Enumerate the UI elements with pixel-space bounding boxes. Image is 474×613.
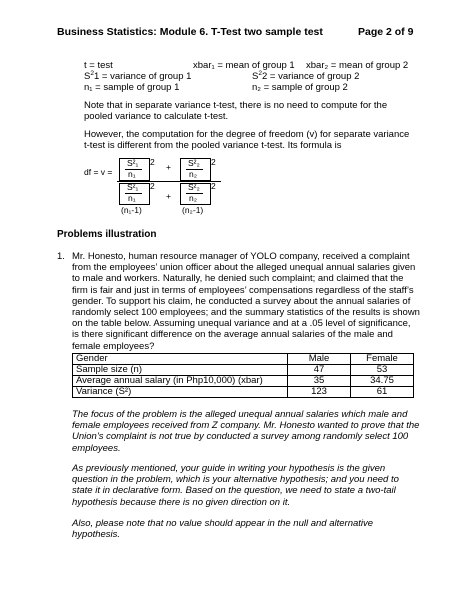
def-s1: $S^21$ = variance of group 1 [84,69,192,82]
note-no-value: Also, please note that no value should appear in the null and alternative hypothesis. [72,518,374,541]
formula-exponent: 2 [150,157,155,167]
table-row [73,365,414,376]
table-header-cell: Male [288,354,351,365]
formula-n2: n₂ [189,193,198,203]
formula-den2: (n₂-1) [182,205,204,215]
formula-lhs: df = v = [84,167,113,177]
table-cell: Variance (S²) [73,387,288,398]
table-cell: 123 [288,387,351,398]
def-xbar2: xbar₂ = mean of group 2 [306,60,409,71]
table-cell: 53 [351,365,414,376]
formula-n2: n₂ [189,169,198,179]
table-cell: Sample size (n) [73,365,288,376]
formula-s21: S²₁ [127,158,139,168]
note-separate-variance: Note that in separate variance t-test, there is no need to compute for the pooled variance to calculate t-test. [84,100,388,123]
note-degree-of-freedom: However, the computation for the degree of freedom (v) for separate variance t-test is different from the pooled variance t-test. Its formula is [84,129,410,152]
problem-number: 1. [57,251,65,262]
table-header-cell: Female [351,354,414,365]
document-header-title: Business Statistics: Module 6. T-Test two sample test [57,26,323,38]
formula-exponent: 2 [150,181,155,191]
table-header-row [73,354,414,365]
note-hypothesis-guide: As previously mentioned, your guide in writing your hypothesis is the given question in the problem, which is your alternative hypothesis; and you need to state it in declarative form. Based on the question, we need to state a two-tail hypothesis because there is no given direction on it. [72,463,399,508]
formula-plus: + [166,191,171,201]
table-cell: 35 [288,376,351,387]
table-row [73,387,414,398]
problem-text: Mr. Honesto, human resource manager of YOLO company, received a complaint from the employees’ union officer about the alleged unequal annual salaries given to male and workers. Naturally, he denied such complaint; and claimed that the firm is fair and just in terms of employees’ compensations regardless of the staff’s gender. To support his claim, he conducted a survey about the annual salaries of randomly select 100 employees; and the summary statistics of the results is shown on the table below. Assuming unequal variance and at a .05 level of significance, is there significant difference on the average annual salaries of the male and female employees? [72,251,420,352]
table-cell: 61 [351,387,414,398]
page-number: Page 2 of 9 [358,26,414,38]
def-s2: $S^22$ = variance of group 2 [252,69,360,82]
def-xbar1: xbar₁ = mean of group 1 [193,60,295,71]
df-formula [84,158,264,220]
table-cell: 47 [288,365,351,376]
summary-statistics-table [72,353,414,398]
table-header-cell: Gender [73,354,288,365]
section-heading: Problems illustration [57,229,157,240]
formula-s22: S²₂ [188,182,200,192]
table-cell: 34.75 [351,376,414,387]
formula-den1: (n₁-1) [121,205,142,215]
table-row [73,376,414,387]
def-n2: n₂ = sample of group 2 [252,82,348,93]
table-cell: Average annual salary (in Php10,000) (xbar) [73,376,288,387]
def-n1: n₁ = sample of group 1 [84,82,180,93]
formula-exponent: 2 [211,181,216,191]
note-focus: The focus of the problem is the alleged unequal annual salaries which male and female employees received from Z company. Mr. Honesto wanted to prove that the Union’s complaint is not true by conducted a survey among randomly select 100 employees. [72,409,420,454]
formula-plus: + [166,162,171,172]
def-t: t = test [84,60,113,71]
formula-s21: S²₁ [127,182,139,192]
formula-s22: S²₂ [188,158,200,168]
formula-n1: n₁ [128,193,136,203]
formula-exponent: 2 [211,157,216,167]
formula-n1: n₁ [128,169,136,179]
